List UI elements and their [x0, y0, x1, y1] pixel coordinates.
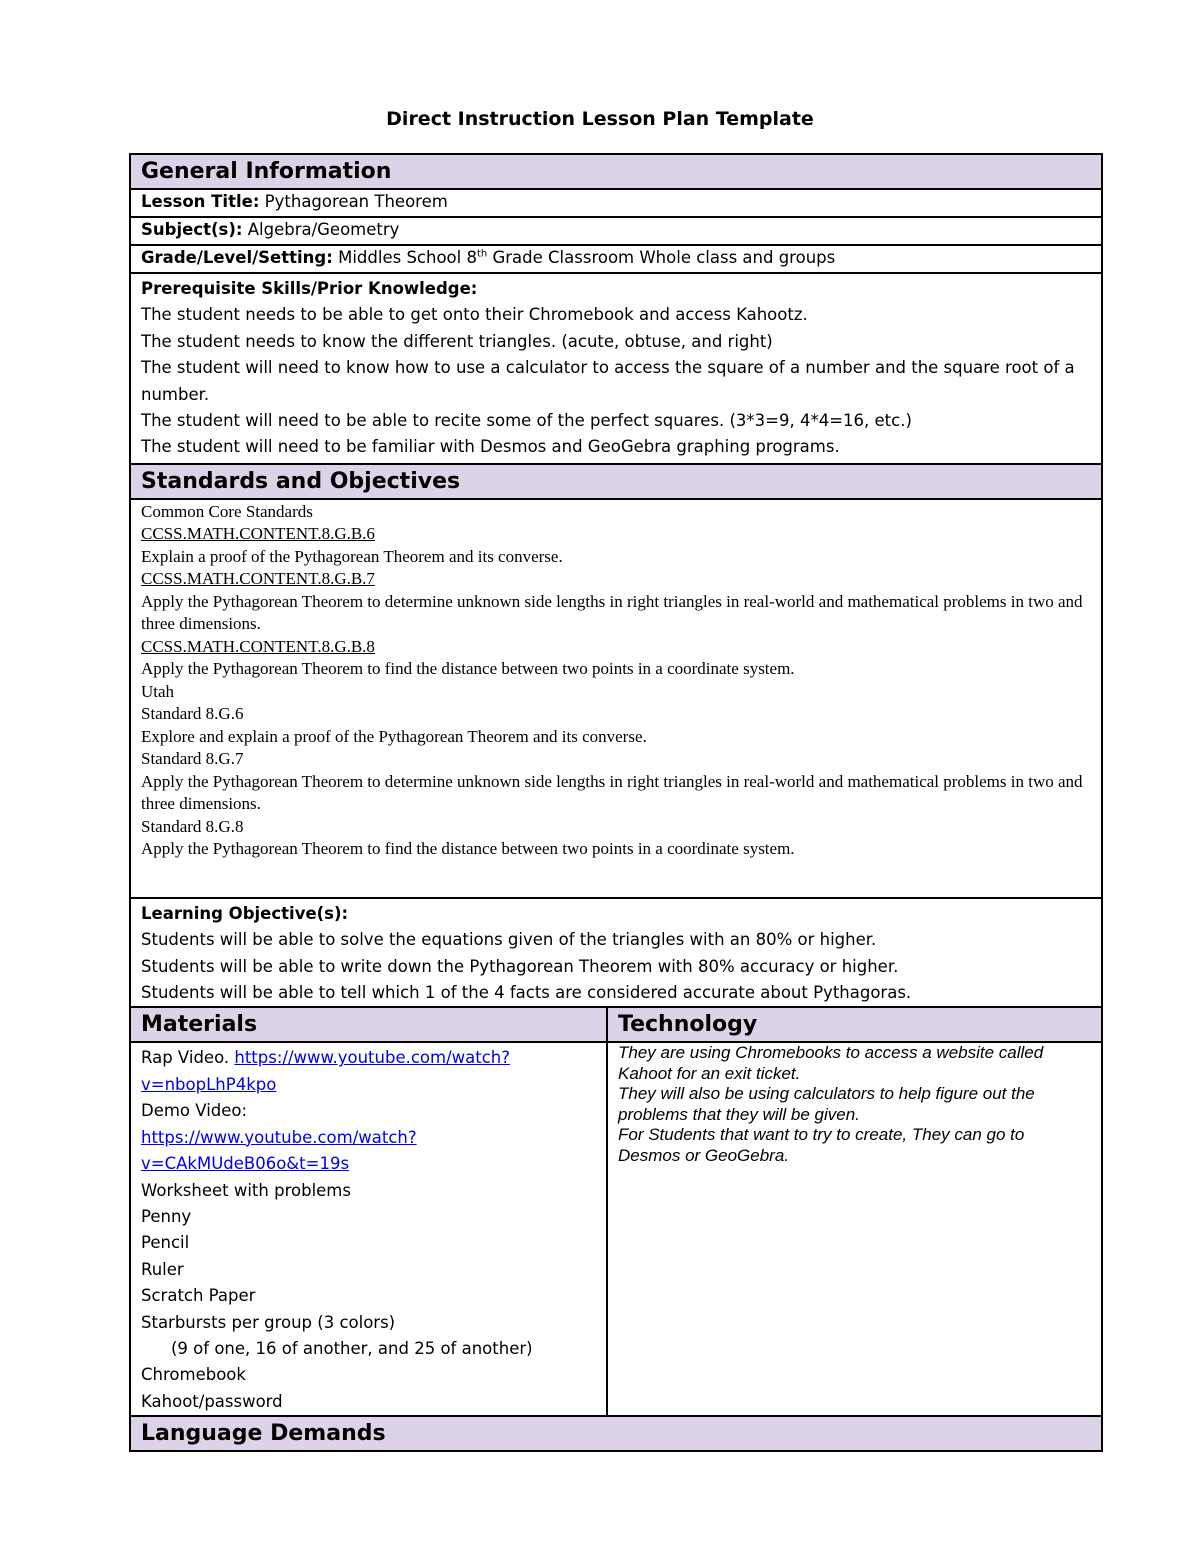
- standards-line: Standard 8.G.7: [141, 749, 244, 769]
- materials-item: Starbursts per group (3 colors): [141, 1312, 396, 1332]
- learning-objectives-cell: [130, 898, 1102, 1008]
- standards-objectives-heading: Standards and Objectives: [130, 464, 1102, 499]
- rap-video-link-continued[interactable]: v=nbopLhP4kpo: [141, 1074, 277, 1094]
- document-title: Direct Instruction Lesson Plan Template: [386, 108, 814, 130]
- materials-item: Penny: [141, 1206, 192, 1226]
- prerequisite-line: The student will need to know how to use a calculator to access the square of a number and the square root of a number.: [141, 358, 1075, 404]
- prerequisite-line: The student needs to know the different triangles. (acute, obtuse, and right): [141, 331, 773, 351]
- demo-video-label: Demo Video:: [141, 1101, 248, 1121]
- standards-line: Common Core Standards: [141, 501, 313, 521]
- objective-line: Students will be able to write down the Pythagorean Theorem with 80% accuracy or higher.: [141, 956, 899, 976]
- standards-line: Standard 8.G.6: [141, 704, 244, 724]
- demo-video-link-continued[interactable]: v=CAkMUdeB06o&t=19s: [141, 1154, 350, 1174]
- subjects-label: Subject(s):: [141, 220, 243, 239]
- standards-line: Standard 8.G.8: [141, 816, 244, 836]
- technology-heading: Technology: [607, 1007, 1102, 1042]
- standards-line: Utah: [141, 681, 175, 701]
- rap-video-link[interactable]: https://www.youtube.com/watch?: [234, 1048, 511, 1068]
- grade-value-end: Grade Classroom Whole class and groups: [487, 248, 836, 267]
- materials-item: Ruler: [141, 1259, 184, 1279]
- prerequisite-line: The student will need to be able to recite some of the perfect squares. (3*3=9, 4*4=16, etc.): [141, 411, 912, 431]
- prerequisite-line: The student needs to be able to get onto their Chromebook and access Kahootz.: [141, 305, 808, 325]
- standards-line: Apply the Pythagorean Theorem to find the distance between two points in a coordinate system.: [141, 839, 795, 859]
- materials-item: Worksheet with problems: [141, 1180, 351, 1200]
- starburst-detail: (9 of one, 16 of another, and 25 of another): [171, 1338, 533, 1358]
- technology-cell: [607, 1042, 1102, 1416]
- technology-line: For Students that want to try to create, They can go to Desmos or GeoGebra.: [618, 1125, 1025, 1165]
- demo-video-link[interactable]: https://www.youtube.com/watch?: [141, 1127, 417, 1147]
- lesson-title-value: Pythagorean Theorem: [264, 192, 448, 211]
- standards-line: Apply the Pythagorean Theorem to find the distance between two points in a coordinate system.: [141, 659, 795, 679]
- general-information-heading: General Information: [130, 154, 1102, 189]
- lesson-title-row: [130, 189, 1102, 217]
- grade-level-setting-row: [130, 245, 1102, 273]
- standards-line: Apply the Pythagorean Theorem to determine unknown side lengths in right triangles in real-world and mathematical problems in two and three dimensions.: [141, 771, 1083, 814]
- technology-line: They are using Chromebooks to access a website called Kahoot for an exit ticket.: [618, 1043, 1044, 1083]
- lesson-title-label: Lesson Title:: [141, 192, 260, 211]
- objective-line: Students will be able to solve the equations given of the triangles with an 80% or higher.: [141, 930, 877, 950]
- grade-label: Grade/Level/Setting:: [141, 248, 333, 267]
- subjects-row: [130, 217, 1102, 245]
- standard-code-link[interactable]: CCSS.MATH.CONTENT.8.G.B.6: [141, 524, 375, 544]
- materials-item: Kahoot/password: [141, 1391, 283, 1411]
- objective-line: Students will be able to tell which 1 of the 4 facts are considered accurate about Pythagoras.: [141, 983, 912, 1003]
- technology-line: They will also be using calculators to help figure out the problems that they will be given.: [618, 1084, 1035, 1124]
- grade-superscript: th: [476, 248, 488, 260]
- rap-video-item: [141, 1045, 596, 1071]
- grade-value-start: Middles School 8: [338, 248, 477, 267]
- materials-item: Scratch Paper: [141, 1286, 256, 1306]
- learning-objectives-label: Learning Objective(s):: [141, 903, 349, 923]
- materials-cell: [130, 1042, 607, 1416]
- lesson-plan-table: [129, 153, 1103, 1452]
- prerequisite-skills-cell: [130, 273, 1102, 464]
- standards-line: Explore and explain a proof of the Pythagorean Theorem and its converse.: [141, 726, 647, 746]
- standard-code-link[interactable]: CCSS.MATH.CONTENT.8.G.B.7: [141, 569, 375, 589]
- materials-heading: Materials: [130, 1007, 607, 1042]
- prerequisite-line: The student will need to be familiar with Desmos and GeoGebra graphing programs.: [141, 437, 840, 457]
- language-demands-heading: Language Demands: [130, 1416, 1102, 1451]
- prerequisite-label: Prerequisite Skills/Prior Knowledge:: [141, 279, 478, 298]
- standard-code-link[interactable]: CCSS.MATH.CONTENT.8.G.B.8: [141, 636, 375, 656]
- materials-item: Pencil: [141, 1233, 190, 1253]
- standards-cell: [130, 499, 1102, 898]
- standards-line: Explain a proof of the Pythagorean Theorem and its converse.: [141, 546, 563, 566]
- rap-video-label: Rap Video.: [141, 1048, 235, 1068]
- standards-line: Apply the Pythagorean Theorem to determine unknown side lengths in right triangles in real-world and mathematical problems in two and three dimensions.: [141, 591, 1083, 634]
- subjects-value: Algebra/Geometry: [247, 220, 400, 239]
- materials-item: Chromebook: [141, 1365, 246, 1385]
